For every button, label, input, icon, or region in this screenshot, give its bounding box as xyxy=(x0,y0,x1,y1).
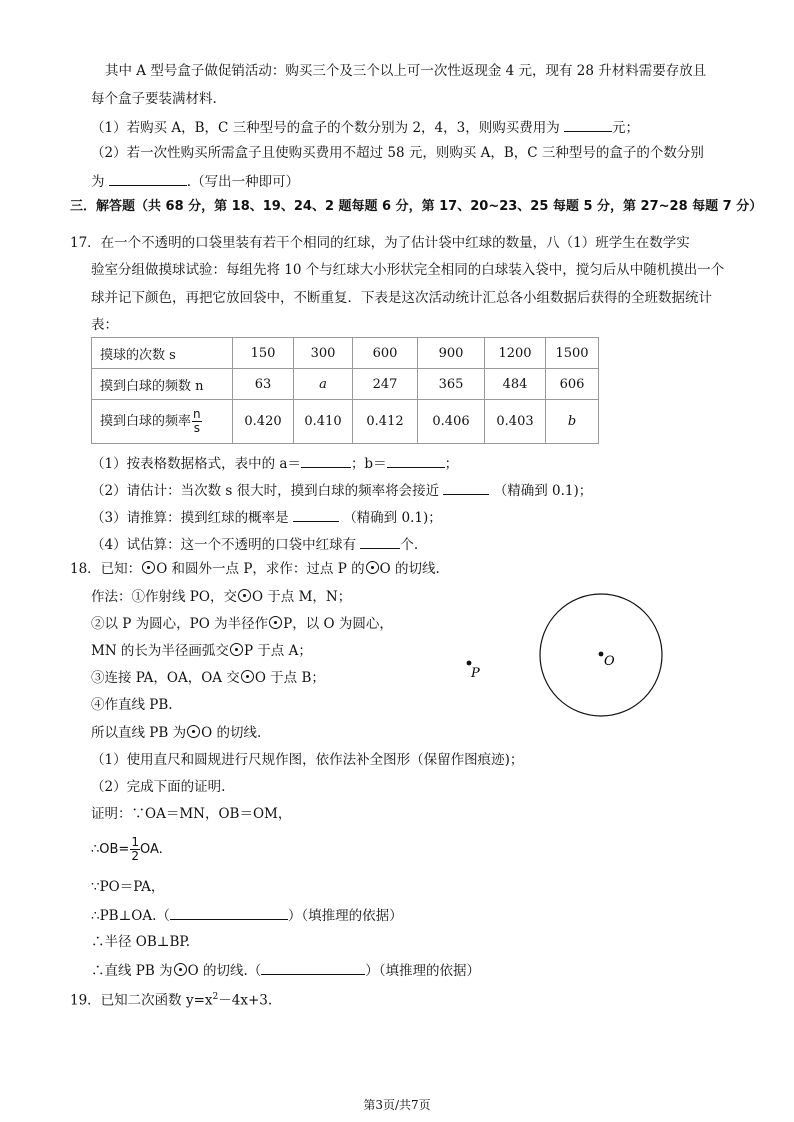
text: 所以直线 PB 为 xyxy=(91,725,187,741)
text: ； xyxy=(444,456,459,472)
intro-line-1: 其中 A 型号盒子做促销活动：购买三个及三个以上可一次性返现金 4 元，现有 28 升材料需要存放且 xyxy=(105,63,707,79)
table-cell: 0.410 xyxy=(294,400,353,444)
section-heading: 三．解答题（共 68 分，第 18、19、24、2 题每题 6 分，第 17、20~23、25 每题 5 分，第 27~28 每题 7 分） xyxy=(70,199,763,214)
text: （3）请推算：摸到红球的概率是 xyxy=(91,510,289,526)
text: O 于点 M，N； xyxy=(251,589,352,605)
text: （4）试估算：这一个不透明的口袋中红球有 xyxy=(91,537,357,553)
text: P 于点 A； xyxy=(243,643,312,659)
text: P，以 O 为圆心， xyxy=(283,616,393,632)
table-cell: 365 xyxy=(418,369,485,400)
question-1-text: （1）若购买 A，B，C 三种型号的盒子的个数分别为 2，4，3，则购买费用为 xyxy=(91,120,560,136)
proof-line-5: ∴半径 OB⊥BP. xyxy=(91,934,191,950)
intro-line-2: 每个盒子要装满材料. xyxy=(91,91,217,107)
text: ∴OB= xyxy=(91,842,130,857)
p17-line-2: 验室分组做摸球试验：每组先将 10 个与红球大小形状完全相同的白球装入袋中，搅匀后从中随机摸出一个 xyxy=(91,262,725,278)
table-cell: 0.406 xyxy=(418,400,485,444)
text: 个. xyxy=(400,537,419,553)
p18-line-6: ④作直线 PB. xyxy=(91,697,173,713)
p18-q1: （1）使用直尺和圆规进行尺规作图，依作法补全图形（保留作图痕迹)； xyxy=(91,752,524,768)
table-cell: 247 xyxy=(353,369,418,400)
table-cell: 1200 xyxy=(485,338,546,369)
p17-line-4: 表： xyxy=(91,317,118,333)
numerator: 1 xyxy=(131,835,139,849)
center-point-o xyxy=(599,652,604,657)
label-p: P xyxy=(471,666,480,681)
point-p xyxy=(467,661,472,666)
text: ）（填推理的依据） xyxy=(287,908,403,924)
table-cell: 63 xyxy=(233,369,294,400)
text: ∴直线 PB 为 xyxy=(91,963,173,979)
p19-line xyxy=(70,988,272,1010)
numerator: n xyxy=(193,407,201,421)
question-2: （2）若一次性购买所需盒子且使购买费用不超过 58 元，则购买 A，B，C 三种型号的盒子的个数分别 xyxy=(91,145,704,161)
denominator: 2 xyxy=(131,849,139,863)
p17-line-1: 17．在一个不透明的口袋里装有若干个相同的红球，为了估计袋中红球的数量，八（1）班学生在数学实 xyxy=(70,235,690,251)
p17-line-3: 球并记下颜色，再把它放回袋中，不断重复．下表是这次活动统计汇总各小组数据后获得的全班数据统计 xyxy=(91,290,712,306)
text: O 于点 B； xyxy=(254,670,325,686)
text: MN 的长为半径画弧交 xyxy=(91,643,229,659)
text: －4x+3. xyxy=(218,992,273,1009)
row-label: 摸到白球的频数 n xyxy=(92,369,233,400)
text: ）（填推理的依据） xyxy=(365,963,480,979)
text: ∴PB⊥OA.（ xyxy=(91,908,170,924)
text: （2）请估计：当次数 s 很大时，摸到白球的频率将会接近 xyxy=(91,483,440,499)
denominator: s xyxy=(193,421,200,435)
exponent: 2 xyxy=(212,992,219,1002)
text: OA. xyxy=(139,842,163,857)
text: （精确到 0.1)； xyxy=(343,510,442,526)
text: （精确到 0.1)； xyxy=(493,483,593,499)
proof-line-3: ∵PO＝PA， xyxy=(91,879,165,895)
table-cell: 484 xyxy=(485,369,546,400)
table-cell: 0.412 xyxy=(353,400,418,444)
table-cell: 606 xyxy=(546,369,599,400)
row-label: 摸球的次数 s xyxy=(92,338,233,369)
table-cell: 900 xyxy=(418,338,485,369)
text: （1）按表格数据格式，表中的 a＝ xyxy=(91,456,301,472)
text: ；b＝ xyxy=(350,456,387,472)
page-footer: 第3页/共7页 xyxy=(363,1098,431,1112)
table-cell: 1500 xyxy=(546,338,599,369)
text: O 的切线.（ xyxy=(187,963,262,979)
text: 作法：①作射线 PO，交 xyxy=(91,589,237,605)
text: ②以 P 为圆心，PO 为半径作 xyxy=(91,616,269,632)
question-1-tail: 元； xyxy=(612,120,640,136)
table-cell: b xyxy=(546,400,599,444)
text: ③连接 PA，OA，OA 交 xyxy=(91,670,240,686)
proof-line-1: 证明：∵OA＝MN，OB＝OM， xyxy=(91,806,292,822)
question-2-head: 为 xyxy=(91,174,105,190)
question-2-tail: .（写出一种即可） xyxy=(186,174,300,190)
table-cell: 300 xyxy=(294,338,353,369)
label-o: O xyxy=(604,654,615,669)
table-cell: 0.420 xyxy=(233,400,294,444)
row-label-text: 摸到白球的频率 xyxy=(100,414,192,429)
table-cell: a xyxy=(294,369,353,400)
text: O 和圆外一点 P，求作：过点 P 的 xyxy=(156,561,365,577)
table-cell: 0.403 xyxy=(485,400,546,444)
text: O 的切线. xyxy=(201,725,262,741)
table-cell: 600 xyxy=(353,338,418,369)
text: 19．已知二次函数 y=x xyxy=(70,992,213,1009)
text: 18．已知： xyxy=(70,561,142,577)
table-cell: 150 xyxy=(233,338,294,369)
p18-q2: （2）完成下面的证明. xyxy=(91,779,226,795)
text: O 的切线. xyxy=(379,561,440,577)
